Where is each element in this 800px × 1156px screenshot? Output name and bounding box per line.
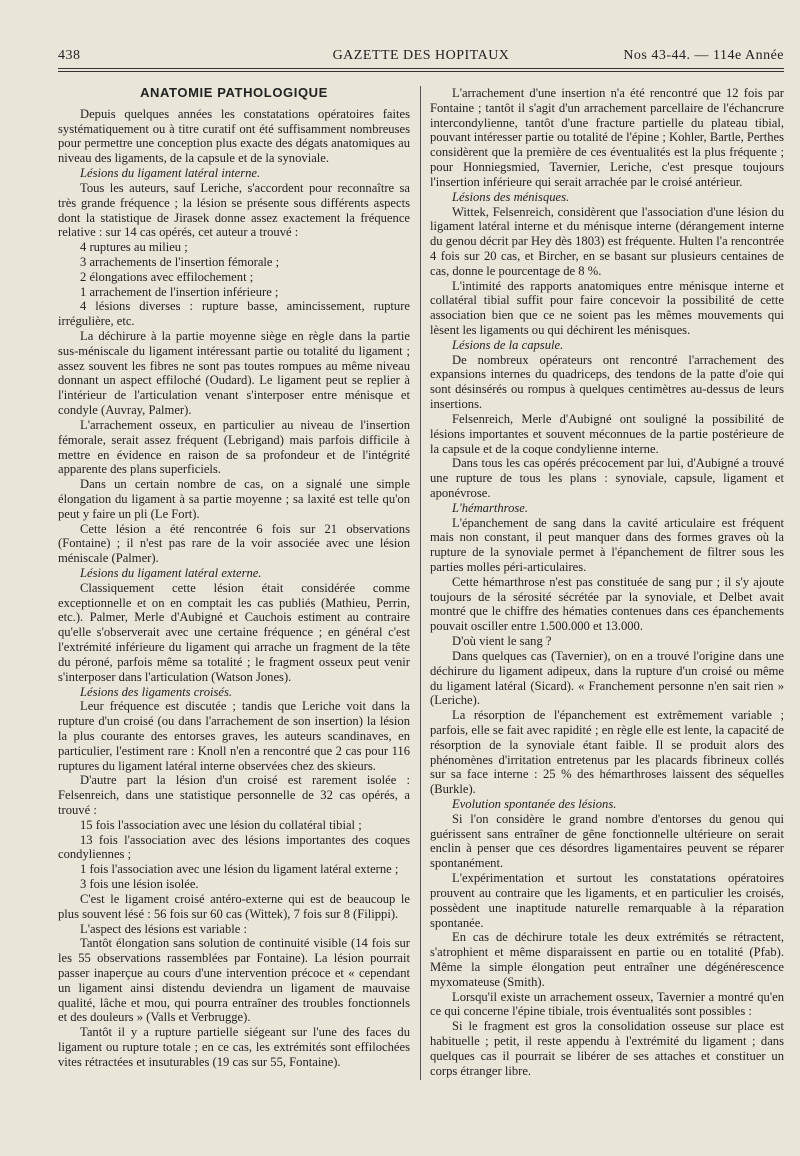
paragraph: Lorsqu'il existe un arrachement osseux, Tavernier a montré qu'en ce qui concerne l'épine tibiale, trois éventualités sont possibles : [430, 989, 784, 1019]
subheading: Lésions des ménisques. [452, 189, 570, 204]
header-rule-secondary [58, 71, 784, 72]
list-item: 15 fois l'association avec une lésion du collatéral tibial ; [80, 817, 362, 832]
paragraph: Leur fréquence est discutée ; tandis que Leriche voit dans la rupture d'un croisé (ou dans l'arrachement de son insertion) la lésion la plus courante des entorses graves, les auteurs scandinaves, en particulier, l'estiment rare : Knoll n'en a rencontré que 2 cas pour 116 ruptures du ligament latéral interne observées chez des skieurs. [58, 699, 410, 773]
paragraph: Tantôt il y a rupture partielle siégeant sur l'une des faces du ligament ou rupture totale ; en ce cas, les extrémités sont effilochées vites rétractées et insuturables (19 cas sur 55, Fontaine). [58, 1025, 410, 1069]
journal-title: GAZETTE DES HOPITAUX [332, 48, 510, 63]
paragraph: C'est le ligament croisé antéro-externe qui est de beaucoup le plus souvent lésé : 56 fois sur 60 cas (Wittek), 7 fois sur 8 (Filippi). [58, 891, 410, 921]
paragraph: D'où vient le sang ? [452, 634, 552, 649]
paragraph: Dans tous les cas opérés précocement par lui, d'Aubigné a trouvé une rupture de tous les plans : synoviale, capsule, ligament et aponévrose. [430, 456, 784, 500]
paragraph: L'arrachement osseux, en particulier au niveau de l'insertion fémorale, serait assez fréquent (Lebrigand) mais parfois difficile à mettre en évidence en raison de sa profondeur et de l'intégrité apparente des plans superficiels. [58, 417, 410, 477]
header-rule [58, 68, 784, 69]
list-item: 4 lésions diverses : rupture basse, amincissement, rupture irrégulière, etc. [58, 299, 410, 329]
subheading: Lésions du ligament latéral externe. [80, 566, 262, 580]
list-item: 1 arrachement de l'insertion inférieure ; [80, 284, 279, 299]
column-divider [420, 86, 421, 1080]
paragraph: Tous les auteurs, sauf Leriche, s'accordent pour reconnaître sa très grande fréquence ; la lésion se présente sous différents aspects dont la statistique de Jirasek donne assez exactement la fréquence relative : sur 14 cas opérés, cet auteur a trouvé : [58, 180, 410, 240]
paragraph: Felsenreich, Merle d'Aubigné ont souligné la possibilité de lésions importantes et souvent méconnues de la partie postérieure de la capsule et de la coque condylienne interne. [430, 411, 784, 456]
page-number: 438 [58, 48, 81, 63]
list-item: 1 fois l'association avec une lésion du ligament latéral externe ; [80, 862, 399, 877]
list-item: 4 ruptures au milieu ; [80, 240, 188, 255]
paragraph: L'arrachement d'une insertion n'a été rencontré que 12 fois par Fontaine ; tantôt il s'agit d'un arrachement parcellaire de l'échancrure intercondylienne, tantôt d'une fracture partielle du plateau tibial, pouvant intéresser partie ou totalité de l'épine ; Kohler, Bartle, Perthes considèrent que la première de ces éventualités est la plus fréquente ; pour Honniegsmied, Tavernier, Leriche, c'est presque toujours l'insertion inférieure qui serait arrachée par le croisé antérieur. [430, 86, 784, 189]
subheading: Lésions du ligament latéral interne. [80, 166, 261, 181]
paragraph: Classiquement cette lésion était considérée comme exceptionnelle et on en comptait les cas publiés (Mathieu, Perrin, etc.). Palmer, Merle d'Aubigné et Cauchois estiment au contraire qu'elle s'observerait avec une certaine fréquence ; en général c'est l'extrémité inférieure du ligament qui arrache un fragment de la tête du péroné, parfois même sa totalité ; le fragment osseux peut venir s'interposer dans l'articulation (Watson Jones). [58, 580, 410, 684]
paragraph: Si l'on considère le grand nombre d'entorses du genou qui guérissent sans entraîner de gêne fonctionnelle ultérieure on serait enclin à penser que ces désordres ligamentaires peuvent se réparer spontanément. [430, 811, 784, 871]
list-item: 2 élongations avec effilochement ; [80, 269, 254, 284]
paragraph: La résorption de l'épanchement est extrêmement variable ; parfois, elle se fait avec rapidité ; en règle elle est lente, la capacité de résorption de la synoviale étant faible. Il se produit alors des phénomènes d'irritation entretenus par les placards fibrineux collés sur sa face interne : 25 % des hémarthroses laissent des séquelles (Burkle). [430, 708, 784, 797]
running-header [58, 48, 784, 66]
paragraph: Depuis quelques années les constatations opératoires faites systématiquement ou à titre curatif ont été suffisamment nombreuses pour permettre une conception plus exacte des dégats anatomiques au niveau des ligaments, de la capsule et de la synoviale. [58, 106, 410, 166]
paragraph: Cette hémarthrose n'est pas constituée de sang pur ; il s'y ajoute toujours de la sérosité sécrétée par la synoviale, et Delbet avait montré que le chiffre des hématies contenues dans ces épanchements pouvait osciller entre 1.500.000 et 13.000. [430, 574, 784, 634]
paragraph: D'autre part la lésion d'un croisé est rarement isolée : Felsenreich, dans une statistique personnelle de 32 cas opérés, a trouvé : [58, 773, 410, 817]
paragraph: L'expérimentation et surtout les constatations opératoires prouvent au contraire que les ligaments, et en particulier les croisés, possèdent une inaptitude naturelle remarquable à la réparation spontanée. [430, 871, 784, 930]
paragraph: Dans un certain nombre de cas, on a signalé une simple élongation du ligament à sa partie moyenne ; sa laxité est telle qu'on peut y faire un pli (Le Fort). [58, 477, 410, 521]
issue-info: Nos 43-44. — 114e Année [623, 48, 784, 63]
paragraph: L'épanchement de sang dans la cavité articulaire est fréquent mais non constant, il peut manquer dans des formes graves où la rupture de la synoviale permet à l'épanchement de filtrer sous les parties molles péri-articulaires. [430, 515, 784, 574]
paragraph: De nombreux opérateurs ont rencontré l'arrachement des expansions internes du quadriceps, des tendons de la patte d'oie qui sont désinsérés ou rompus à quelques centimètres au-dessus de leurs insertions. [430, 352, 784, 412]
subheading: Lésions des ligaments croisés. [80, 684, 233, 699]
paragraph: Dans quelques cas (Tavernier), on en a trouvé l'origine dans une déchirure du ligament adipeux, dans la rupture d'un croisé ou même du ligament latéral (Sicard). « Franchement personne n'en sait rien » (Leriche). [430, 648, 784, 708]
right-column [430, 86, 784, 1078]
paragraph: Wittek, Felsenreich, considèrent que l'association d'une lésion du ligament latéral interne et du ménisque interne (dérangement interne du genou décrit par Hey dès 1803) est fréquente. Hulten l'a rencontrée 4 fois sur 20 cas, et Bircher, en se basant sur plusieurs centaines de cas, donne le pourcentage de 8 %. [430, 204, 784, 278]
list-item: 3 fois une lésion isolée. [80, 877, 199, 892]
subheading: L'hémarthrose. [452, 500, 529, 515]
subheading: Evolution spontanée des lésions. [452, 797, 617, 811]
subheading: Lésions de la capsule. [452, 337, 564, 352]
paragraph: L'aspect des lésions est variable : [80, 921, 247, 936]
paragraph: Cette lésion a été rencontrée 6 fois sur 21 observations (Fontaine) ; il n'est pas rare de la voir associée avec une lésion méniscale (Palmer). [58, 521, 410, 566]
section-heading: ANATOMIE PATHOLOGIQUE [140, 85, 328, 100]
paragraph: Tantôt élongation sans solution de continuité visible (14 fois sur les 55 observations rassemblées par Fontaine). La lésion pourrait passer inaperçue au cours d'une intervention précoce et « cependant un ligament ainsi distendu deviendra un ligament de mauvaise qualité, lâche et mou, qui pourra entraîner des troubles fonctionnels et des douleurs » (Valls et Verbrugge). [58, 936, 410, 1025]
paragraph: L'intimité des rapports anatomiques entre ménisque interne et collatéral tibial suffit pour faire concevoir la possibilité de cette association bien que ce ne soient pas les mêmes mouvements qui lèsent les ligaments ou qui déchirent les ménisques. [430, 278, 784, 337]
list-item: 13 fois l'association avec des lésions importantes des coques condyliennes ; [58, 832, 410, 862]
paragraph: En cas de déchirure totale les deux extrémités se rétractent, s'atrophient et même disparaissent en partie ou en totalité (Pfab). Même la simple élongation peut entraîner une dégénérescence myxomateuse (Smith). [430, 930, 784, 989]
paragraph: La déchirure à la partie moyenne siège en règle dans la partie sus-méniscale du ligament intéressant partie ou totalité du ligament ; assez souvent les fibres ne sont pas toutes rompues au même niveau donnant un aspect effiloché (Oudard). Le ligament peut se replier à l'intérieur de l'articulation venant s'interposer entre ménisque et condyle (Auvray, Palmer). [58, 329, 410, 418]
list-item: 3 arrachements de l'insertion fémorale ; [80, 254, 280, 269]
left-column [58, 86, 410, 1070]
paragraph: Si le fragment est gros la consolidation osseuse sur place est habituelle ; petit, il reste appendu à l'extrémité du ligament ; dans quelques cas il pourrait se libérer de ses attaches et constituer un corps étranger libre. [430, 1019, 784, 1078]
